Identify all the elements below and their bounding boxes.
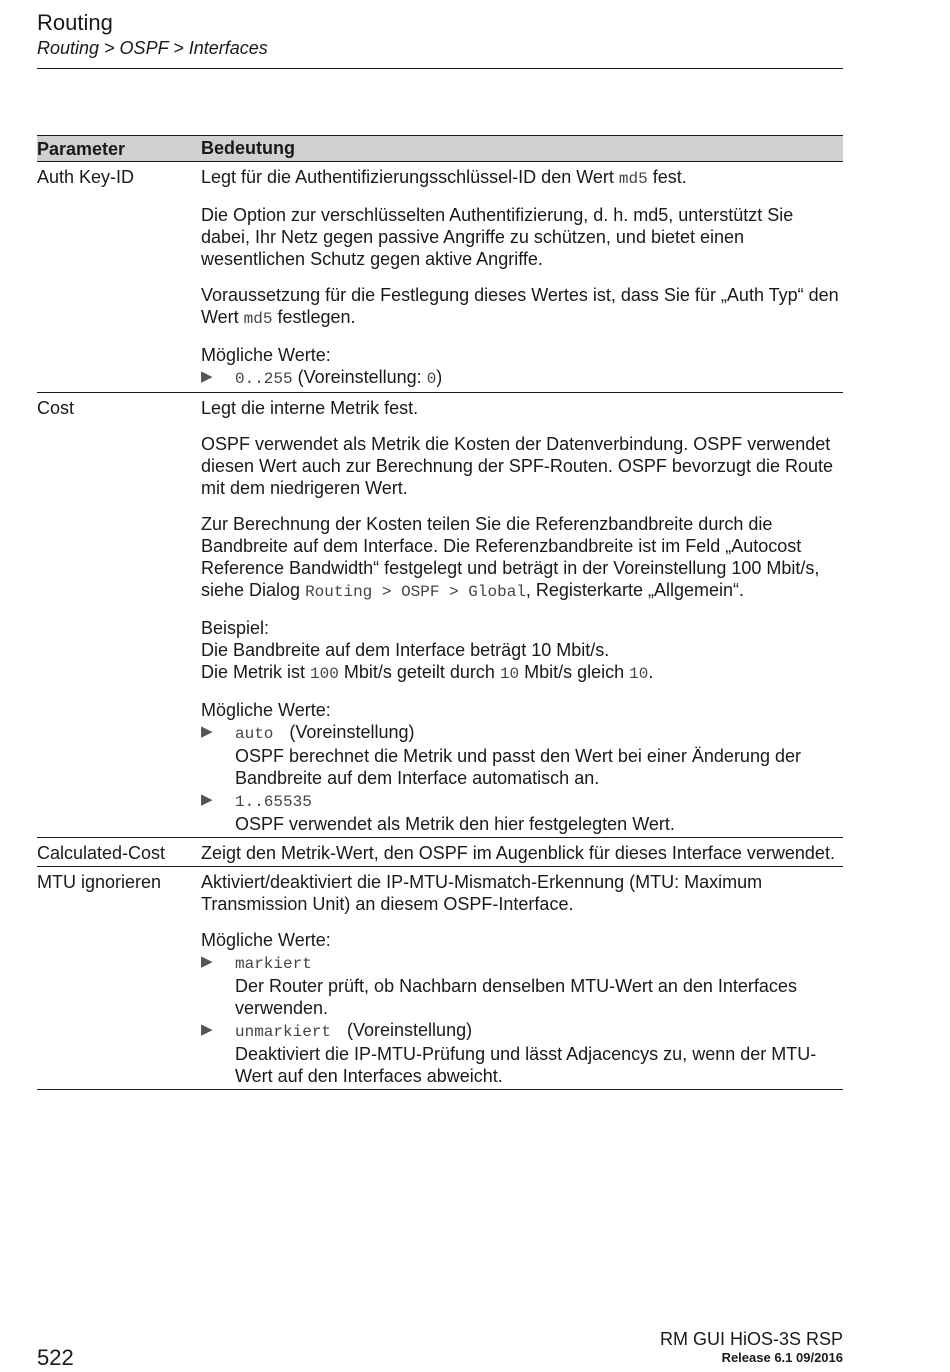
page-number: 522	[37, 1345, 74, 1370]
parameter-description	[201, 162, 843, 392]
parameter-name: Auth Key-ID	[37, 167, 135, 187]
table-header	[37, 135, 843, 162]
parameter-name: Cost	[37, 398, 75, 418]
triangle-right-icon: ▶	[201, 723, 213, 740]
default-value: 0	[426, 370, 437, 388]
description-paragraph: Voraussetzung für die Festlegung dieses Wertes ist, dass Sie für „Auth Typ“ den Wert md5 festlegen.	[201, 285, 839, 328]
table-row-calculated-cost	[37, 838, 843, 867]
release-info: Release 6.1 09/2016	[721, 1350, 843, 1365]
parameter-table	[37, 135, 843, 1090]
table-row-auth-key-id	[37, 162, 843, 393]
description-paragraph: Legt die interne Metrik fest.	[201, 398, 419, 418]
parameter-name: Calculated-Cost	[37, 843, 166, 863]
option-description: OSPF verwendet als Metrik den hier festgelegten Wert.	[235, 814, 675, 834]
option-description: OSPF berechnet die Metrik und passt den Wert bei einer Änderung der Bandbreite auf dem Interface automatisch an.	[235, 746, 801, 788]
table-row-cost	[37, 393, 843, 838]
dialog-path: Routing > OSPF > Global	[305, 583, 526, 601]
possible-values-label: Mögliche Werte:	[201, 700, 331, 720]
value-option	[201, 721, 843, 789]
possible-values-label: Mögliche Werte:	[201, 345, 331, 365]
option-description: Deaktiviert die IP-MTU-Prüfung und lässt Adjacencys zu, wenn der MTU-Wert auf den Interfaces abweicht.	[235, 1044, 817, 1086]
option-description: Der Router prüft, ob Nachbarn denselben MTU-Wert an den Interfaces verwenden.	[235, 976, 797, 1018]
page-header	[37, 10, 843, 59]
description-paragraph: OSPF verwendet als Metrik die Kosten der Datenverbindung. OSPF verwendet diesen Wert auch zur Berechnung der SPF-Routen. OSPF bevorzugt die Route mit dem niedrigeren Wert.	[201, 434, 834, 498]
breadcrumb: Routing > OSPF > Interfaces	[37, 38, 268, 58]
parameter-description	[201, 867, 843, 1089]
triangle-right-icon: ▶	[201, 1021, 213, 1038]
header-divider	[37, 68, 843, 69]
code-value: md5	[243, 310, 273, 328]
code-value: md5	[618, 170, 648, 188]
code-value: 100	[310, 665, 339, 683]
column-header-parameter: Parameter	[37, 138, 126, 159]
parameter-name: MTU ignorieren	[37, 872, 162, 892]
description-paragraph: Aktiviert/deaktiviert die IP-MTU-Mismatch-Erkennung (MTU: Maximum Transmission Unit) an diesem OSPF-Interface.	[201, 872, 763, 914]
value-option: ▶ 0..255 (Voreinstellung: 0)	[201, 367, 443, 388]
code-value: 10	[629, 665, 649, 683]
parameter-description	[201, 838, 843, 866]
code-value: markiert	[235, 955, 312, 973]
code-value: auto	[235, 725, 274, 743]
code-value: 0..255	[235, 370, 293, 388]
document-title: RM GUI HiOS-3S RSP	[659, 1329, 843, 1349]
footer-doc-info	[660, 1328, 843, 1366]
value-option	[201, 951, 843, 1019]
column-header-meaning: Bedeutung	[201, 137, 295, 158]
default-note: (Voreinstellung)	[289, 722, 415, 742]
example-line: Die Bandbreite auf dem Interface beträgt 10 Mbit/s.	[201, 640, 610, 660]
triangle-right-icon: ▶	[201, 791, 213, 808]
description-paragraph: Legt für die Authentifizierungsschlüssel-ID den Wert md5 fest.	[201, 167, 687, 188]
example-paragraph: Beispiel: Die Bandbreite auf dem Interface beträgt 10 Mbit/s. Die Metrik ist 100 Mbit/s geteilt durch 10 Mbit/s gleich 10.	[201, 618, 654, 683]
description-paragraph: Zur Berechnung der Kosten teilen Sie die Referenzbandbreite durch die Bandbreite auf dem Interface. Die Referenzbandbreite ist im Feld „Autocost Reference Bandwidth“ festgelegt und beträgt in der Voreinstellung 100 Mbit/s, siehe Dialog Routing > OSPF > Global, Registerkarte „Allgemein“.	[201, 514, 820, 601]
value-option	[201, 789, 843, 835]
code-value: unmarkiert	[235, 1023, 332, 1041]
parameter-description	[201, 393, 843, 837]
default-note: (Voreinstellung)	[347, 1020, 473, 1040]
description-paragraph: Zeigt den Metrik-Wert, den OSPF im Augenblick für dieses Interface verwendet.	[201, 843, 835, 863]
triangle-right-icon: ▶	[201, 368, 213, 385]
code-value: 10	[499, 665, 520, 683]
example-label: Beispiel:	[201, 618, 270, 638]
triangle-right-icon: ▶	[201, 953, 213, 970]
table-row-mtu-ignorieren	[37, 867, 843, 1090]
possible-values-label: Mögliche Werte:	[201, 930, 331, 950]
chapter-title: Routing	[37, 10, 113, 35]
code-value: 1..65535	[235, 793, 312, 811]
value-option	[201, 1019, 843, 1087]
description-paragraph: Die Option zur verschlüsselten Authentifizierung, d. h. md5, unterstützt Sie dabei, Ihr Netz gegen passive Angriffe zu schützen, und bietet einen wesentlichen Schutz gegen aktive Angriffe.	[201, 205, 794, 269]
